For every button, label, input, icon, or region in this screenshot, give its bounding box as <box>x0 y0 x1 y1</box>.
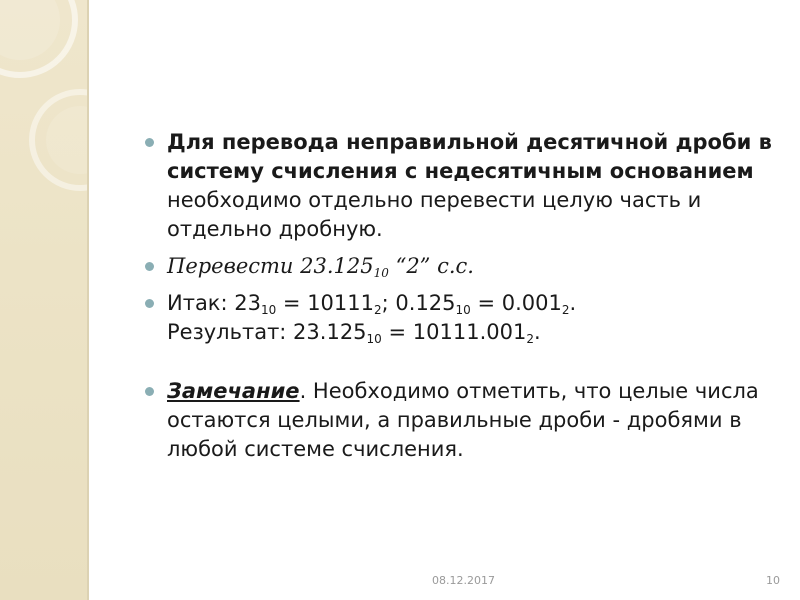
decorative-sidebar <box>0 0 87 600</box>
bullet-item-task <box>145 252 775 281</box>
result-text: Результат: 23.125 <box>167 320 367 344</box>
bullet-dot <box>145 262 154 271</box>
result-text: = 10111.001 <box>381 320 527 344</box>
bullet-dot <box>145 138 154 147</box>
deco-circle-middle-inner <box>46 106 87 174</box>
sidebar-divider <box>87 0 89 600</box>
result-text: Итак: 23 <box>167 291 261 315</box>
result-line1 <box>167 291 576 315</box>
rule-normal-text: необходимо отдельно перевести целую часть и отдельно дробную. <box>167 188 702 241</box>
result-text: ; 0.125 <box>381 291 456 315</box>
slide-body <box>145 128 775 464</box>
task-suffix: “2” с.с. <box>388 254 474 278</box>
bullet-item-result <box>145 289 775 347</box>
result-subscript: 10 <box>455 303 471 317</box>
result-subscript: 10 <box>260 303 277 317</box>
footer-date: 08.12.2017 <box>432 574 495 587</box>
result-text: = 0.001 <box>470 291 562 315</box>
result-line2 <box>167 320 541 344</box>
circles-decoration <box>0 0 87 600</box>
task-prefix: Перевести 23.125 <box>167 254 374 278</box>
bullet-dot <box>145 387 154 396</box>
bullet-item-conversion-rule <box>145 128 775 244</box>
remark-text: . Необходимо отметить, что целые числа остаются целыми, а правильные дроби - дробями в любой системе счисления. <box>167 379 759 461</box>
result-text: . <box>569 291 577 315</box>
rule-bold-text: Для перевода неправильной десятичной дроби в систему счисления с недесятичным основанием <box>167 130 772 183</box>
result-subscript: 2 <box>561 303 570 317</box>
result-text: = 10111 <box>276 291 375 315</box>
bullet-item-remark <box>145 377 775 464</box>
result-text: . <box>533 320 541 344</box>
result-subscript: 2 <box>374 303 382 317</box>
result-subscript: 10 <box>366 332 382 346</box>
result-subscript: 2 <box>526 332 534 346</box>
footer-page-number: 10 <box>766 574 780 587</box>
bullet-dot <box>145 299 154 308</box>
remark-label: Замечание <box>167 379 300 403</box>
task-subscript: 10 <box>373 266 389 280</box>
deco-circle-top-inner <box>0 0 60 60</box>
